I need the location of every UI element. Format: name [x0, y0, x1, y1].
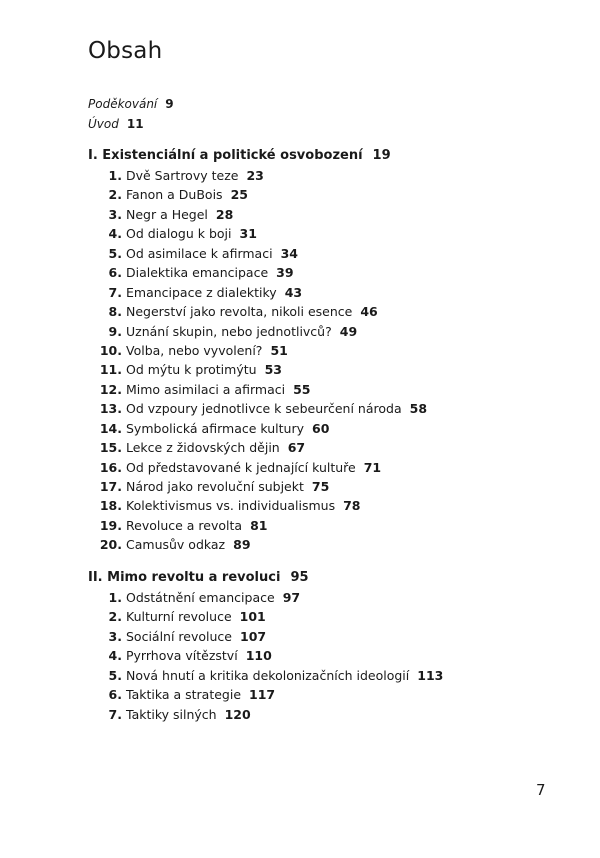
chapter-number: 8. [108, 304, 122, 320]
chapter-page: 89 [233, 537, 251, 553]
chapter-entry [88, 185, 427, 204]
chapter-number: 3. [108, 628, 122, 644]
part-page: 19 [372, 148, 391, 163]
chapter-number: 17. [99, 479, 122, 494]
chapter-title: Pyrrhova vítězství [126, 648, 238, 664]
chapter-entry [88, 458, 427, 477]
chapter-page: 110 [245, 648, 272, 664]
chapter-entry [88, 477, 427, 496]
chapter-page: 107 [240, 628, 267, 644]
chapter-number: 15. [99, 440, 122, 456]
chapter-number: 6. [108, 687, 122, 703]
chapter-entry [88, 244, 427, 263]
chapter-page: 97 [282, 590, 301, 605]
chapter-page: 43 [284, 284, 303, 300]
chapter-entry [88, 496, 427, 515]
chapter-title: Sociální revoluce [126, 628, 232, 644]
chapter-page: 101 [239, 609, 266, 625]
chapter-entry [88, 685, 443, 704]
chapter-entry [88, 607, 443, 626]
chapter-entry [88, 341, 427, 360]
chapter-number: 5. [108, 667, 122, 683]
chapter-page: 34 [280, 245, 298, 261]
chapter-title: Kulturní revoluce [126, 609, 232, 625]
chapter-entry [88, 535, 427, 554]
front-matter-item [88, 114, 174, 134]
chapter-title: Od dialogu k boji [126, 226, 232, 242]
chapter-number: 10. [99, 342, 122, 358]
chapter-page: 51 [270, 342, 288, 358]
entry-title: Poděkování [88, 97, 158, 111]
chapter-page: 71 [363, 459, 382, 475]
chapter-title: Volba, nebo vyvolení? [126, 342, 263, 358]
chapter-number: 13. [99, 401, 122, 417]
chapter-title: Kolektivismus vs. individualismus [126, 498, 336, 514]
chapter-entry [88, 646, 443, 665]
chapter-number: 9. [108, 323, 122, 339]
chapter-title: Nová hnutí a kritika dekolonizačních ideologií [126, 667, 410, 683]
chapter-entry [88, 302, 427, 321]
part-heading [88, 146, 391, 166]
chapter-title: Fanon a DuBois [126, 187, 223, 203]
chapter-entry [88, 516, 427, 535]
entry-page: 11 [126, 117, 144, 131]
chapter-title: Lekce z židovských dějin [126, 440, 280, 456]
chapter-entry [88, 322, 427, 341]
chapter-number: 4. [108, 648, 122, 664]
chapter-title: Mimo asimilaci a afirmaci [126, 381, 286, 397]
chapter-title: Od vzpoury jednotlivce k sebeurčení národa [126, 401, 402, 417]
chapter-number: 20. [99, 537, 122, 553]
chapter-title: Dvě Sartrovy teze [126, 168, 239, 183]
chapter-title: Emancipace z dialektiky [126, 284, 277, 300]
chapter-number: 1. [108, 168, 122, 183]
chapter-number: 7. [108, 706, 122, 722]
chapter-entry [88, 588, 443, 607]
chapter-title: Negr a Hegel [126, 206, 208, 222]
part-heading [88, 568, 309, 588]
chapter-number: 1. [108, 590, 122, 605]
entry-page: 9 [165, 97, 174, 111]
chapter-title: Negerství jako revolta, nikoli esence [126, 304, 353, 320]
chapter-entry [88, 166, 427, 185]
chapter-title: Od asimilace k afirmaci [126, 245, 273, 261]
chapter-number: 5. [108, 245, 122, 261]
page-title: Obsah [88, 38, 163, 64]
chapter-page: 28 [215, 206, 234, 222]
chapter-entry [88, 399, 427, 418]
chapter-number: 14. [99, 420, 122, 436]
chapter-number: 16. [99, 459, 122, 475]
chapter-number: 19. [99, 517, 122, 533]
chapter-page: 46 [360, 304, 378, 320]
chapter-entry [88, 438, 427, 457]
front-matter-item [88, 94, 174, 114]
chapter-number: 2. [108, 187, 122, 203]
chapter-number: 11. [99, 362, 122, 378]
chapter-title: Od představované k jednající kultuře [126, 459, 356, 475]
chapter-title: Camusův odkaz [126, 537, 226, 553]
chapter-page: 53 [264, 362, 282, 378]
chapter-page: 75 [311, 479, 330, 494]
chapter-title: Dialektika emancipace [126, 265, 269, 281]
chapter-entry [88, 224, 427, 243]
chapter-title: Od mýtu k protimýtu [126, 362, 257, 378]
chapter-number: 6. [108, 265, 122, 281]
chapter-page: 117 [249, 687, 276, 703]
front-matter [88, 94, 174, 134]
chapter-list [88, 166, 427, 555]
chapter-entry [88, 263, 427, 282]
chapter-page: 78 [343, 498, 361, 514]
chapter-entry [88, 627, 443, 646]
chapter-number: 3. [108, 206, 122, 222]
part-page: 95 [290, 570, 309, 585]
chapter-title: Národ jako revoluční subjekt [126, 479, 304, 494]
chapter-entry [88, 380, 427, 399]
chapter-page: 49 [339, 323, 358, 339]
chapter-entry [88, 360, 427, 379]
chapter-title: Taktiky silných [126, 706, 217, 722]
chapter-page: 31 [239, 226, 257, 242]
page-number: 7 [536, 781, 546, 799]
chapter-number: 4. [108, 226, 122, 242]
part-title: II. Mimo revoltu a revoluci [88, 570, 281, 585]
chapter-number: 18. [99, 498, 122, 514]
chapter-entry [88, 283, 427, 302]
chapter-entry [88, 419, 427, 438]
chapter-page: 39 [276, 265, 294, 281]
chapter-title: Uznání skupin, nebo jednotlivců? [126, 323, 332, 339]
chapter-page: 23 [246, 168, 264, 183]
entry-title: Úvod [88, 117, 119, 131]
chapter-number: 12. [99, 381, 122, 397]
chapter-title: Taktika a strategie [126, 687, 242, 703]
chapter-page: 55 [293, 381, 311, 397]
chapter-number: 7. [108, 284, 122, 300]
chapter-page: 60 [312, 420, 330, 436]
chapter-page: 113 [417, 667, 444, 683]
chapter-title: Symbolická afirmace kultury [126, 420, 304, 436]
chapter-page: 67 [287, 440, 306, 456]
chapter-title: Odstátnění emancipace [126, 590, 275, 605]
part-title: I. Existenciální a politické osvobození [88, 148, 363, 163]
chapter-page: 120 [224, 706, 251, 722]
chapter-page: 81 [250, 517, 268, 533]
chapter-entry [88, 705, 443, 724]
chapter-page: 25 [230, 187, 248, 203]
chapter-number: 2. [108, 609, 122, 625]
chapter-title: Revoluce a revolta [126, 517, 243, 533]
chapter-page: 58 [409, 401, 428, 417]
chapter-entry [88, 666, 443, 685]
chapter-list [88, 588, 443, 724]
chapter-entry [88, 205, 427, 224]
